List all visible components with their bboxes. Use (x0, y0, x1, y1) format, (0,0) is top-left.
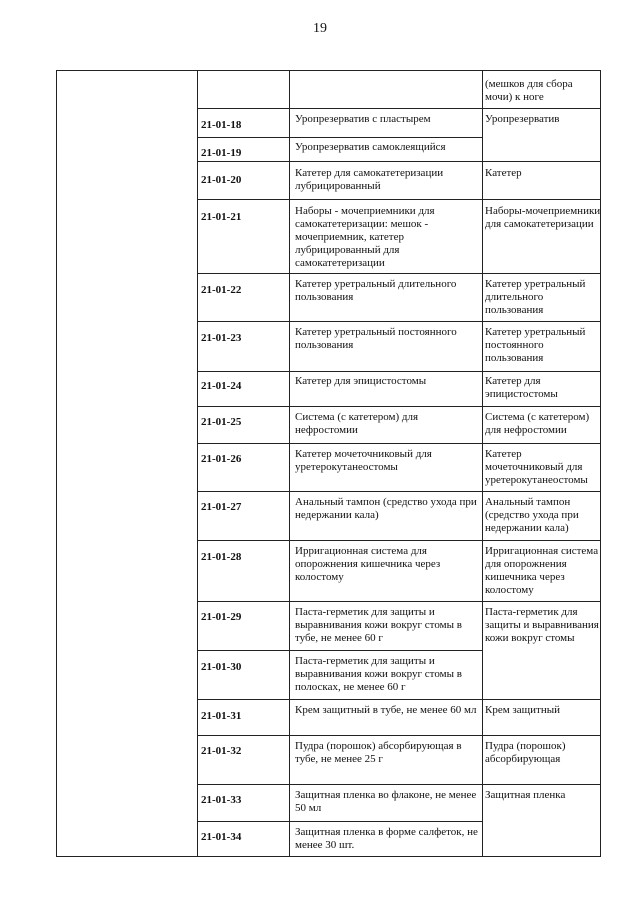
category-divider (482, 371, 601, 372)
category-cell: Крем защитный (485, 704, 560, 716)
row-divider (197, 784, 482, 785)
row-divider (197, 601, 482, 602)
row-code: 21-01-34 (201, 831, 242, 843)
row-code: 21-01-29 (201, 611, 242, 623)
category-divider (482, 491, 601, 492)
row-name: Паста-герметик для защиты и выравнивания кожи вокруг стомы в тубе, не менее 60 г (295, 606, 462, 644)
row-divider (197, 273, 482, 274)
category-cell: Система (с катетером) для нефростомии (485, 411, 590, 436)
row-name: Катетер для эпицистостомы (295, 375, 427, 387)
row-name: Защитная пленка в форме салфеток, не менее 30 шт. (295, 826, 478, 851)
row-divider (197, 321, 482, 322)
row-code: 21-01-30 (201, 661, 242, 673)
category-divider (482, 540, 601, 541)
column-divider (289, 71, 290, 856)
category-cell: Ирригационная система для опорожнения кишечника через колостому (485, 545, 599, 596)
row-divider (197, 821, 482, 822)
row-name: Паста-герметик для защиты и выравнивания кожи вокруг стомы в полосках, не менее 60 г (295, 655, 462, 693)
row-divider (197, 161, 482, 162)
category-cell: Катетер уретральный длительного пользования (485, 278, 586, 316)
row-name: Катетер уретральный длительного пользования (295, 278, 457, 303)
category-divider (482, 735, 601, 736)
row-name: Уропрезерватив с пластырем (295, 113, 431, 125)
category-cell: Катетер мочеточниковый для уретерокутанеостомы (485, 448, 588, 486)
row-code: 21-01-31 (201, 710, 242, 722)
row-name: Уропрезерватив самоклеящийся (295, 141, 446, 153)
category-divider (482, 601, 601, 602)
column-divider (482, 71, 483, 856)
row-code: 21-01-21 (201, 211, 242, 223)
category-divider (482, 273, 601, 274)
row-code: 21-01-32 (201, 745, 242, 757)
products-table (56, 70, 601, 857)
category-divider (482, 108, 601, 109)
row-code: 21-01-28 (201, 551, 242, 563)
row-name: Пудра (порошок) абсорбирующая в тубе, не менее 25 г (295, 740, 462, 765)
row-divider (197, 443, 482, 444)
row-name: Защитная пленка во флаконе, не менее 50 мл (295, 789, 477, 814)
page-number: 19 (313, 21, 327, 36)
category-divider (482, 161, 601, 162)
category-cell: Катетер для эпицистостомы (485, 375, 558, 400)
row-divider (197, 137, 482, 138)
category-cell: Уропрезерватив (485, 113, 560, 125)
row-divider (197, 735, 482, 736)
row-divider (197, 199, 482, 200)
row-code: 21-01-27 (201, 501, 242, 513)
row-name: Катетер для самокатетеризации лубрицированный (295, 167, 444, 192)
category-cell: Наборы-мочеприемники для самокатетеризации (485, 205, 601, 230)
row-name: Анальный тампон (средство ухода при недержании кала) (295, 496, 477, 521)
row-code: 21-01-19 (201, 147, 242, 159)
category-cell: Защитная пленка (485, 789, 566, 801)
continuation-category-cell: (мешков для сбора мочи) к ноге (485, 78, 573, 103)
row-name: Наборы - мочеприемники для самокатетеризации: мешок - мочеприемник, катетер лубрицированный для самокатетеризации (295, 205, 435, 269)
row-code: 21-01-25 (201, 416, 242, 428)
row-divider (197, 540, 482, 541)
row-code: 21-01-24 (201, 380, 242, 392)
category-divider (482, 443, 601, 444)
row-code: 21-01-20 (201, 174, 242, 186)
row-code: 21-01-26 (201, 453, 242, 465)
category-cell: Катетер (485, 167, 522, 179)
row-name: Катетер мочеточниковый для уретерокутанеостомы (295, 448, 432, 473)
row-name: Ирригационная система для опорожнения кишечника через колостому (295, 545, 441, 583)
category-cell: Анальный тампон (средство ухода при недержании кала) (485, 496, 579, 534)
row-divider (197, 406, 482, 407)
row-name: Катетер уретральный постоянного пользования (295, 326, 457, 351)
row-divider (197, 650, 482, 651)
category-divider (482, 784, 601, 785)
category-divider (482, 699, 601, 700)
row-name: Система (с катетером) для нефростомии (295, 411, 419, 436)
row-code: 21-01-33 (201, 794, 242, 806)
row-divider (197, 491, 482, 492)
category-cell: Пудра (порошок) абсорбирующая (485, 740, 566, 765)
row-code: 21-01-23 (201, 332, 242, 344)
row-divider (197, 108, 482, 109)
row-code: 21-01-22 (201, 284, 242, 296)
row-name: Крем защитный в тубе, не менее 60 мл (295, 704, 477, 716)
row-divider (197, 371, 482, 372)
row-code: 21-01-18 (201, 119, 242, 131)
category-divider (482, 199, 601, 200)
category-cell: Катетер уретральный постоянного пользования (485, 326, 586, 364)
category-cell: Паста-герметик для защиты и выравнивания кожи вокруг стомы (485, 606, 599, 644)
category-divider (482, 406, 601, 407)
category-divider (482, 321, 601, 322)
row-divider (197, 699, 482, 700)
